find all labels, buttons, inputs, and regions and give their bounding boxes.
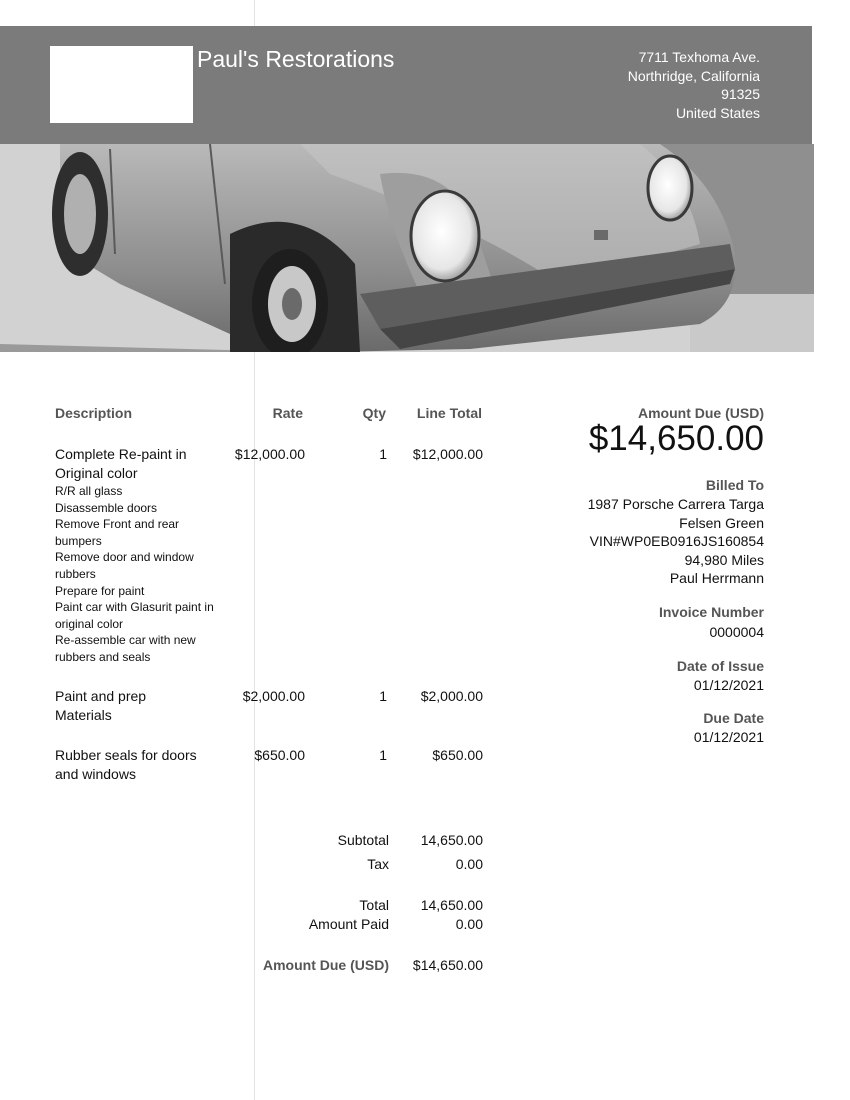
date-of-issue-value: 01/12/2021 — [693, 677, 764, 693]
address-line: 91325 — [721, 86, 760, 103]
company-address — [540, 48, 760, 123]
column-header-rate: Rate — [272, 405, 303, 421]
subtotal-value: 14,650.00 — [420, 832, 483, 848]
amount-due-label: Amount Due (USD) — [263, 957, 389, 973]
billed-to-label: Billed To — [705, 477, 764, 493]
billed-to-line: 94,980 Miles — [684, 551, 764, 568]
amount-due-big: $14,650.00 — [588, 419, 764, 458]
subtotal-label: Subtotal — [337, 832, 389, 848]
address-line: United States — [675, 105, 760, 122]
line-item-qty: 1 — [379, 688, 387, 704]
billed-to-line: Felsen Green — [679, 514, 764, 531]
line-item-detail: R/R all glass — [55, 484, 123, 498]
line-item-details — [55, 483, 225, 666]
invoice-number-value: 0000004 — [709, 624, 764, 640]
due-date-label: Due Date — [703, 710, 764, 726]
column-header-line-total: Line Total — [416, 405, 482, 421]
total-value: 14,650.00 — [420, 897, 483, 913]
car-photo — [0, 144, 814, 352]
line-item-detail: Remove Front and rear bumpers — [55, 517, 180, 548]
line-item-total: $650.00 — [432, 747, 483, 763]
line-item-qty: 1 — [379, 446, 387, 462]
line-item-title: Rubber seals for doors and windows — [55, 747, 197, 782]
logo-placeholder — [50, 46, 193, 123]
line-item-detail: Remove door and window rubbers — [55, 550, 194, 581]
line-item-total: $2,000.00 — [420, 688, 483, 704]
line-item-qty: 1 — [379, 747, 387, 763]
total-label: Total — [359, 897, 389, 913]
line-item-detail: Paint car with Glasurit paint in original color — [55, 600, 214, 631]
billed-to-line: VIN#WP0EB0916JS160854 — [589, 533, 764, 550]
address-line: 7711 Texhoma Ave. — [638, 49, 760, 65]
company-name: Paul's Restorations — [197, 46, 395, 72]
billed-to-line: 1987 Porsche Carrera Targa — [587, 496, 764, 512]
amount-paid-label: Amount Paid — [308, 916, 389, 932]
line-item-total: $12,000.00 — [412, 446, 483, 462]
line-item-detail: Prepare for paint — [55, 583, 145, 598]
line-item-detail: Disassemble doors — [55, 500, 158, 515]
invoice-number-label: Invoice Number — [658, 604, 764, 620]
amount-due-heading: Amount Due (USD) — [638, 405, 764, 421]
tax-label: Tax — [367, 856, 389, 872]
line-item-rate: $2,000.00 — [242, 688, 305, 704]
line-item-title: Paint and prep Materials — [55, 688, 147, 723]
tax-value: 0.00 — [455, 856, 483, 872]
amount-paid-value: 0.00 — [455, 916, 483, 932]
column-header-description: Description — [55, 405, 133, 421]
amount-due-value: $14,650.00 — [412, 957, 483, 973]
line-item-rate: $650.00 — [254, 747, 305, 763]
line-item-title: Complete Re-paint in Original color — [55, 446, 187, 481]
address-line: Northridge, California — [627, 67, 760, 84]
billed-to-block — [540, 495, 764, 588]
due-date-value: 01/12/2021 — [693, 729, 764, 745]
line-item-rate: $12,000.00 — [234, 446, 305, 462]
line-item-detail: Re-assemble car with new rubbers and seals — [55, 633, 196, 664]
billed-to-line: Paul Herrmann — [669, 570, 764, 587]
date-of-issue-label: Date of Issue — [676, 658, 764, 674]
column-header-qty: Qty — [362, 405, 386, 421]
